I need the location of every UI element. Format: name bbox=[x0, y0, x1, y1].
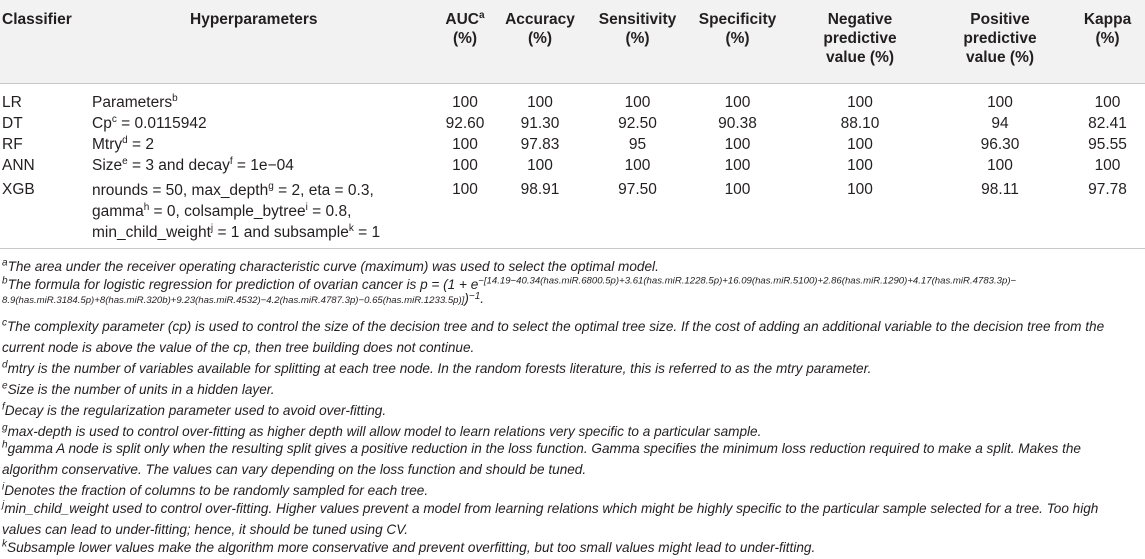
cell-accuracy: 100 bbox=[527, 157, 553, 174]
cell-classifier-xgb: XGB bbox=[2, 181, 35, 198]
footnote-j: $^j$min_child_weight used to control over-fitting. Higher values prevent a model from learning relations which might be highly specific to the particular sample selected for a tree. Too high bbox=[2, 499, 1099, 516]
header-hyperparameters: Hyperparameters bbox=[190, 11, 318, 28]
header-kappa: Kappa (%) bbox=[1083, 11, 1132, 47]
cell-npv: 100 bbox=[847, 157, 873, 174]
cell-ppv: 96.30 bbox=[980, 136, 1020, 153]
header-rule bbox=[0, 83, 1145, 84]
cell-ppv: 98.11 bbox=[981, 181, 1019, 198]
cell-sensitivity: 100 bbox=[624, 94, 651, 111]
footnote-a: $^a$The area under the receiver operating characteristic curve (maximum) was used to select the optimal model. bbox=[2, 257, 659, 274]
cell-auc: 92.60 bbox=[445, 115, 485, 132]
cell-classifier-dt: DT bbox=[2, 115, 23, 132]
header-specificity: Specificity (%) bbox=[698, 11, 777, 47]
footnote-d: $^d$mtry is the number of variables available for splitting at each tree node. In the random forests literature, this is referred to as the mtry parameter. bbox=[2, 359, 872, 376]
footnote-i: $^i$Denotes the fraction of columns to be randomly sampled for each tree. bbox=[2, 481, 429, 498]
cell-kappa: 100 bbox=[1094, 94, 1121, 111]
cell-auc: 100 bbox=[452, 157, 478, 174]
header-sensitivity: Sensitivity (%) bbox=[598, 11, 677, 47]
footnote-g: $^g$max-depth is used to control over-fitting as higher depth will allow model to learn relations very specific to a particular sample. bbox=[2, 422, 762, 439]
cell-kappa: 100 bbox=[1094, 157, 1121, 174]
cell-kappa: 95.55 bbox=[1088, 136, 1127, 153]
header-accuracy: Accuracy (%) bbox=[505, 11, 575, 47]
cell-ppv: 100 bbox=[987, 94, 1013, 111]
footnote-b: $^b$The formula for logistic regression for prediction of ovarian cancer is $p = (1 + e^{-[14.19-40.34(has.miR.6800.5p)+3.61(has.miR.1228.5p)+16.09(has.miR.5100)+2.86(has.miR.1290)+4.17(has.miR.4783.3p)-}$ bbox=[2, 275, 1017, 292]
header-npv: Negative predictive value (%) bbox=[823, 11, 897, 66]
cell-hyperparameters-lr: Parameters$^b$ bbox=[92, 92, 178, 111]
footnote-k: $^k$Subsample lower values make the algorithm more conservative and prevent overfitting, but too small values might lead to under-fitting. bbox=[2, 538, 816, 555]
footnote-e: $^e$Size is the number of units in a hidden layer. bbox=[2, 380, 275, 397]
cell-specificity: 100 bbox=[724, 94, 751, 111]
table-bottom-rule bbox=[0, 248, 1145, 249]
cell-sensitivity: 92.50 bbox=[618, 115, 657, 132]
cell-specificity: 90.38 bbox=[718, 115, 757, 132]
cell-kappa: 82.41 bbox=[1088, 115, 1127, 132]
cell-npv: 100 bbox=[847, 181, 873, 198]
footnote-b-continuation: 8.9(has.miR.3184.5p)+8(has.miR.320b)+9.23(has.miR.4532)−4.2(has.miR.4787.3p)−0.65(has.miR.1233.5p)])$^{-1}$. bbox=[2, 290, 485, 306]
footnote-h: $^h$gamma A node is split only when the resulting split gives a positive reduction in the loss function. Gamma specifies the minimum loss reduction required to make a split. Makes the bbox=[2, 439, 1081, 456]
footnote-f: $^f$Decay is the regularization parameter used to avoid over-fitting. bbox=[2, 401, 387, 418]
cell-auc: 100 bbox=[452, 94, 478, 111]
cell-ppv: 100 bbox=[987, 157, 1013, 174]
cell-hyperparameters-dt: $Cp^c = 0.0115942$ bbox=[92, 113, 207, 132]
cell-classifier-ann: ANN bbox=[2, 157, 35, 174]
cell-specificity: 100 bbox=[724, 136, 751, 153]
footnote-j-line2: values can lead to under-fitting; hence, it should be tuned using CV. bbox=[2, 522, 409, 537]
cell-auc: 100 bbox=[452, 181, 478, 198]
cell-specificity: 100 bbox=[724, 157, 751, 174]
cell-npv: 88.10 bbox=[840, 115, 880, 132]
header-ppv: Positive predictive value (%) bbox=[963, 11, 1037, 66]
header-classifier: Classifier bbox=[2, 11, 72, 28]
cell-sensitivity: 95 bbox=[628, 136, 647, 153]
cell-accuracy: 100 bbox=[527, 94, 553, 111]
cell-classifier-lr: LR bbox=[2, 94, 22, 111]
header-auc: AUC$^a$ (%) bbox=[445, 9, 485, 47]
cell-ppv: 94 bbox=[991, 115, 1009, 132]
cell-auc: 100 bbox=[452, 136, 478, 153]
cell-npv: 100 bbox=[847, 136, 873, 153]
cell-accuracy: 98.91 bbox=[520, 181, 560, 198]
cell-kappa: 97.78 bbox=[1088, 181, 1127, 198]
cell-classifier-rf: RF bbox=[2, 136, 23, 153]
footnote-c: $^c$The complexity parameter (cp) is used to control the size of the decision tree and to select the optimal tree size. If the cost of adding an additional variable to the decision tree from the bbox=[2, 317, 1105, 334]
cell-accuracy: 91.30 bbox=[520, 115, 560, 132]
cell-accuracy: 97.83 bbox=[520, 136, 560, 153]
cell-sensitivity: 97.50 bbox=[618, 181, 657, 198]
footnote-c-line2: current node is above the value of the cp, then tree building does not continue. bbox=[2, 340, 475, 355]
cell-hyperparameters-xgb: nrounds = 50, max_depth$^g$ = 2, eta = 0.3, gamma$^h$ = 0, colsample_bytree$^i$ = 0.8, min_child_weight$^j$ = 1 and subsample$^k$ = 1 bbox=[92, 180, 381, 241]
cell-hyperparameters-ann: Size$^e$ = 3 and decay$^f$ = 1e−04 bbox=[92, 155, 294, 174]
footnote-h-line2: algorithm conservative. The values can vary depending on the loss function and should be tuned. bbox=[2, 462, 587, 477]
cell-npv: 100 bbox=[847, 94, 873, 111]
cell-specificity: 100 bbox=[724, 181, 751, 198]
cell-hyperparameters-rf: Mtry$^d$ = 2 bbox=[92, 134, 154, 153]
cell-sensitivity: 100 bbox=[624, 157, 651, 174]
